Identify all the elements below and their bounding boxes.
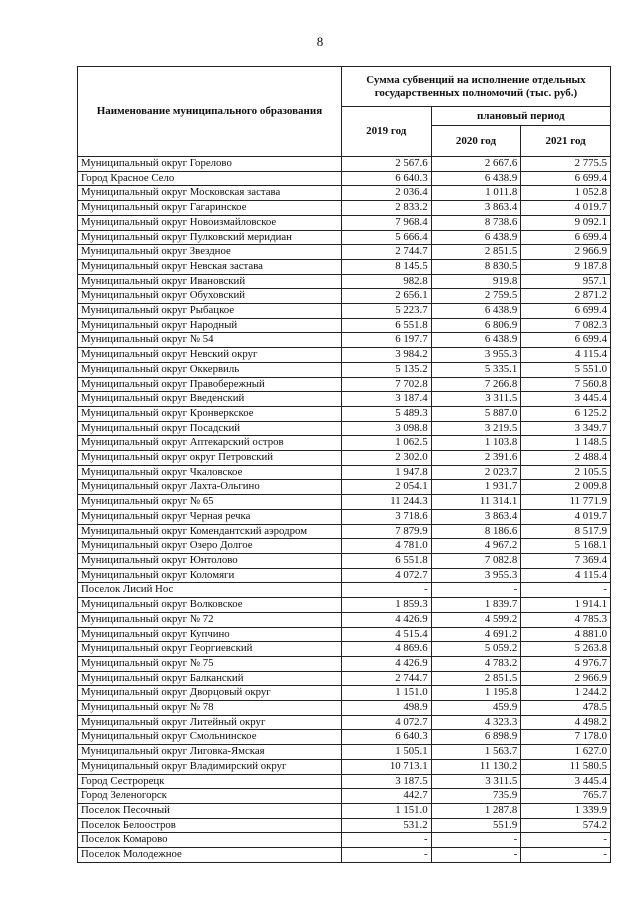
municipality-name-cell: Муниципальный округ № 72 <box>78 612 342 627</box>
value-2021-cell: 574.2 <box>521 818 611 833</box>
value-2019-cell: 2 054.1 <box>341 480 431 495</box>
value-2019-cell: 1 151.0 <box>341 803 431 818</box>
value-2020-cell: 4 323.3 <box>431 715 521 730</box>
value-2019-cell: 2 744.7 <box>341 245 431 260</box>
table-row <box>78 539 611 554</box>
municipality-name-cell: Муниципальный округ Гагаринское <box>78 201 342 216</box>
value-2020-cell: 2 851.5 <box>431 245 521 260</box>
table-row <box>78 701 611 716</box>
table-row <box>78 274 611 289</box>
value-2021-cell: 2 775.5 <box>521 157 611 172</box>
value-2020-cell: 2 391.6 <box>431 451 521 466</box>
value-2020-cell: 5 059.2 <box>431 642 521 657</box>
value-2019-cell: 5 223.7 <box>341 304 431 319</box>
municipality-name-cell: Город Сестрорецк <box>78 774 342 789</box>
table-row <box>78 421 611 436</box>
municipality-name-cell: Муниципальный округ Владимирский округ <box>78 759 342 774</box>
table-row <box>78 789 611 804</box>
value-2019-cell: 4 781.0 <box>341 539 431 554</box>
value-2019-cell: 1 859.3 <box>341 598 431 613</box>
table-row <box>78 774 611 789</box>
table-row <box>78 201 611 216</box>
value-2019-cell: 4 515.4 <box>341 627 431 642</box>
value-2020-cell: 8 830.5 <box>431 259 521 274</box>
table-row <box>78 730 611 745</box>
value-2019-cell: 7 968.4 <box>341 215 431 230</box>
value-2021-cell: 2 009.8 <box>521 480 611 495</box>
value-2021-cell: 9 187.8 <box>521 259 611 274</box>
table-row <box>78 157 611 172</box>
table-row <box>78 436 611 451</box>
municipality-name-cell: Поселок Комарово <box>78 833 342 848</box>
value-2019-cell: 4 072.7 <box>341 568 431 583</box>
value-2019-cell: 2 833.2 <box>341 201 431 216</box>
value-2020-cell: 8 738.6 <box>431 215 521 230</box>
value-2021-cell: 4 881.0 <box>521 627 611 642</box>
value-2021-cell: 6 699.4 <box>521 230 611 245</box>
municipality-name-cell: Муниципальный округ Пулковский меридиан <box>78 230 342 245</box>
municipality-name-cell: Поселок Белоостров <box>78 818 342 833</box>
table-row <box>78 318 611 333</box>
municipality-name-cell: Муниципальный округ Московская застава <box>78 186 342 201</box>
table-row <box>78 715 611 730</box>
value-2019-cell: 3 098.8 <box>341 421 431 436</box>
value-2019-cell: 1 505.1 <box>341 745 431 760</box>
header-year-2019: 2019 год <box>341 107 431 157</box>
value-2019-cell: 7 879.9 <box>341 524 431 539</box>
value-2021-cell: 5 551.0 <box>521 362 611 377</box>
municipality-name-cell: Муниципальный округ Волковское <box>78 598 342 613</box>
municipality-name-cell: Муниципальный округ Лахта-Ольгино <box>78 480 342 495</box>
value-2021-cell: 2 966.9 <box>521 245 611 260</box>
value-2020-cell: - <box>431 583 521 598</box>
municipality-name-cell: Муниципальный округ Звездное <box>78 245 342 260</box>
table-row <box>78 583 611 598</box>
value-2020-cell: 5 335.1 <box>431 362 521 377</box>
value-2019-cell: 1 151.0 <box>341 686 431 701</box>
value-2021-cell: 4 019.7 <box>521 201 611 216</box>
table-row <box>78 495 611 510</box>
value-2021-cell: - <box>521 848 611 863</box>
municipality-name-cell: Муниципальный округ № 78 <box>78 701 342 716</box>
value-2019-cell: - <box>341 848 431 863</box>
value-2021-cell: 7 369.4 <box>521 553 611 568</box>
table-row <box>78 465 611 480</box>
subventions-table <box>77 66 611 863</box>
value-2020-cell: 2 759.5 <box>431 289 521 304</box>
table-row <box>78 392 611 407</box>
value-2019-cell: 8 145.5 <box>341 259 431 274</box>
table-row <box>78 215 611 230</box>
municipality-name-cell: Муниципальный округ Георгиевский <box>78 642 342 657</box>
municipality-name-cell: Муниципальный округ Обуховский <box>78 289 342 304</box>
municipality-name-cell: Муниципальный округ Правобережный <box>78 377 342 392</box>
value-2020-cell: 551.9 <box>431 818 521 833</box>
value-2020-cell: 1 011.8 <box>431 186 521 201</box>
value-2020-cell: 11 314.1 <box>431 495 521 510</box>
table-row <box>78 230 611 245</box>
table-row <box>78 480 611 495</box>
value-2019-cell: 2 567.6 <box>341 157 431 172</box>
value-2021-cell: 2 966.9 <box>521 671 611 686</box>
value-2019-cell: 7 702.8 <box>341 377 431 392</box>
table-row <box>78 245 611 260</box>
value-2020-cell: 459.9 <box>431 701 521 716</box>
value-2021-cell: 1 148.5 <box>521 436 611 451</box>
value-2021-cell: 4 498.2 <box>521 715 611 730</box>
value-2019-cell: 2 656.1 <box>341 289 431 304</box>
municipality-name-cell: Муниципальный округ № 54 <box>78 333 342 348</box>
value-2019-cell: 6 551.8 <box>341 553 431 568</box>
value-2019-cell: 5 666.4 <box>341 230 431 245</box>
value-2021-cell: 1 052.8 <box>521 186 611 201</box>
value-2021-cell: 5 263.8 <box>521 642 611 657</box>
municipality-name-cell: Муниципальный округ Купчино <box>78 627 342 642</box>
value-2020-cell: 11 130.2 <box>431 759 521 774</box>
table-row <box>78 333 611 348</box>
value-2021-cell: 8 517.9 <box>521 524 611 539</box>
municipality-name-cell: Поселок Лисий Нос <box>78 583 342 598</box>
value-2019-cell: 498.9 <box>341 701 431 716</box>
municipality-name-cell: Муниципальный округ Посадский <box>78 421 342 436</box>
value-2020-cell: - <box>431 833 521 848</box>
value-2020-cell: 3 311.5 <box>431 392 521 407</box>
value-2021-cell: 4 785.3 <box>521 612 611 627</box>
value-2019-cell: 3 984.2 <box>341 348 431 363</box>
value-2021-cell: 9 092.1 <box>521 215 611 230</box>
table-row <box>78 745 611 760</box>
table-row <box>78 759 611 774</box>
municipality-name-cell: Муниципальный округ Лиговка-Ямская <box>78 745 342 760</box>
table-row <box>78 671 611 686</box>
municipality-name-cell: Муниципальный округ Озеро Долгое <box>78 539 342 554</box>
table-row <box>78 509 611 524</box>
value-2020-cell: 3 219.5 <box>431 421 521 436</box>
value-2019-cell: 442.7 <box>341 789 431 804</box>
municipality-name-cell: Муниципальный округ Дворцовый округ <box>78 686 342 701</box>
value-2021-cell: 6 699.4 <box>521 304 611 319</box>
table-row <box>78 686 611 701</box>
value-2019-cell: 3 187.4 <box>341 392 431 407</box>
municipality-name-cell: Муниципальный округ Невский округ <box>78 348 342 363</box>
municipality-name-cell: Муниципальный округ Введенский <box>78 392 342 407</box>
municipality-name-cell: Муниципальный округ Юнтолово <box>78 553 342 568</box>
municipality-name-cell: Муниципальный округ Новоизмайловское <box>78 215 342 230</box>
value-2019-cell: 4 869.6 <box>341 642 431 657</box>
value-2020-cell: 6 438.9 <box>431 304 521 319</box>
value-2020-cell: 4 599.2 <box>431 612 521 627</box>
table-row <box>78 627 611 642</box>
municipality-name-cell: Муниципальный округ Литейный округ <box>78 715 342 730</box>
municipality-name-cell: Муниципальный округ Народный <box>78 318 342 333</box>
value-2020-cell: 3 863.4 <box>431 509 521 524</box>
value-2019-cell: 2 302.0 <box>341 451 431 466</box>
value-2020-cell: 6 438.9 <box>431 230 521 245</box>
value-2020-cell: 6 438.9 <box>431 333 521 348</box>
value-2019-cell: 4 426.9 <box>341 612 431 627</box>
table-row <box>78 451 611 466</box>
value-2020-cell: 2 023.7 <box>431 465 521 480</box>
value-2019-cell: 1 947.8 <box>341 465 431 480</box>
municipality-name-cell: Муниципальный округ Рыбацкое <box>78 304 342 319</box>
value-2020-cell: 3 311.5 <box>431 774 521 789</box>
table-row <box>78 406 611 421</box>
value-2019-cell: 3 718.6 <box>341 509 431 524</box>
value-2021-cell: 2 488.4 <box>521 451 611 466</box>
value-2019-cell: 10 713.1 <box>341 759 431 774</box>
municipality-name-cell: Муниципальный округ округ Петровский <box>78 451 342 466</box>
value-2021-cell: 4 019.7 <box>521 509 611 524</box>
table-row <box>78 803 611 818</box>
table-row <box>78 833 611 848</box>
value-2019-cell: 6 640.3 <box>341 171 431 186</box>
table-row <box>78 568 611 583</box>
value-2019-cell: - <box>341 583 431 598</box>
municipality-name-cell: Муниципальный округ Коломяги <box>78 568 342 583</box>
value-2020-cell: 6 898.9 <box>431 730 521 745</box>
value-2020-cell: - <box>431 848 521 863</box>
value-2020-cell: 4 783.2 <box>431 656 521 671</box>
municipality-name-cell: Муниципальный округ Балканский <box>78 671 342 686</box>
value-2019-cell: 4 072.7 <box>341 715 431 730</box>
value-2020-cell: 5 887.0 <box>431 406 521 421</box>
value-2021-cell: 4 115.4 <box>521 348 611 363</box>
value-2020-cell: 735.9 <box>431 789 521 804</box>
value-2021-cell: 2 105.5 <box>521 465 611 480</box>
value-2020-cell: 1 931.7 <box>431 480 521 495</box>
table-row <box>78 362 611 377</box>
value-2021-cell: - <box>521 833 611 848</box>
value-2019-cell: 11 244.3 <box>341 495 431 510</box>
value-2021-cell: 6 125.2 <box>521 406 611 421</box>
value-2019-cell: 3 187.5 <box>341 774 431 789</box>
value-2019-cell: 6 197.7 <box>341 333 431 348</box>
municipality-name-cell: Муниципальный округ Комендантский аэродром <box>78 524 342 539</box>
value-2021-cell: 1 244.2 <box>521 686 611 701</box>
value-2021-cell: 3 445.4 <box>521 774 611 789</box>
value-2021-cell: 7 178.0 <box>521 730 611 745</box>
value-2021-cell: 1 914.1 <box>521 598 611 613</box>
table-row <box>78 289 611 304</box>
municipality-name-cell: Муниципальный округ Аптекарский остров <box>78 436 342 451</box>
municipality-name-cell: Муниципальный округ Смольнинское <box>78 730 342 745</box>
table-row <box>78 656 611 671</box>
value-2020-cell: 7 266.8 <box>431 377 521 392</box>
municipality-name-cell: Муниципальный округ Невская застава <box>78 259 342 274</box>
table-row <box>78 348 611 363</box>
value-2021-cell: 6 699.4 <box>521 333 611 348</box>
value-2021-cell: 7 560.8 <box>521 377 611 392</box>
value-2021-cell: 957.1 <box>521 274 611 289</box>
table-row <box>78 259 611 274</box>
table-row <box>78 598 611 613</box>
municipality-name-cell: Город Зеленогорск <box>78 789 342 804</box>
municipality-name-cell: Город Красное Село <box>78 171 342 186</box>
municipality-name-cell: Муниципальный округ Кронверкское <box>78 406 342 421</box>
value-2021-cell: - <box>521 583 611 598</box>
value-2020-cell: 4 967.2 <box>431 539 521 554</box>
table-row <box>78 612 611 627</box>
value-2020-cell: 3 955.3 <box>431 348 521 363</box>
table-row <box>78 171 611 186</box>
value-2021-cell: 6 699.4 <box>521 171 611 186</box>
value-2020-cell: 919.8 <box>431 274 521 289</box>
value-2020-cell: 7 082.8 <box>431 553 521 568</box>
value-2019-cell: 1 062.5 <box>341 436 431 451</box>
header-municipality-name: Наименование муниципального образования <box>78 67 342 157</box>
municipality-name-cell: Муниципальный округ Оккервиль <box>78 362 342 377</box>
table-row <box>78 818 611 833</box>
value-2019-cell: 982.8 <box>341 274 431 289</box>
value-2021-cell: 1 339.9 <box>521 803 611 818</box>
table-row <box>78 848 611 863</box>
value-2019-cell: 4 426.9 <box>341 656 431 671</box>
value-2020-cell: 6 806.9 <box>431 318 521 333</box>
value-2019-cell: 6 640.3 <box>341 730 431 745</box>
value-2019-cell: 5 135.2 <box>341 362 431 377</box>
value-2021-cell: 478.5 <box>521 701 611 716</box>
value-2020-cell: 1 195.8 <box>431 686 521 701</box>
municipality-name-cell: Муниципальный округ № 75 <box>78 656 342 671</box>
municipality-name-cell: Муниципальный округ Черная речка <box>78 509 342 524</box>
municipality-name-cell: Муниципальный округ № 65 <box>78 495 342 510</box>
value-2020-cell: 4 691.2 <box>431 627 521 642</box>
value-2021-cell: 3 349.7 <box>521 421 611 436</box>
value-2021-cell: 1 627.0 <box>521 745 611 760</box>
header-year-2020: 2020 год <box>431 126 521 157</box>
value-2020-cell: 3 955.3 <box>431 568 521 583</box>
value-2021-cell: 5 168.1 <box>521 539 611 554</box>
municipality-name-cell: Поселок Песочный <box>78 803 342 818</box>
value-2020-cell: 8 186.6 <box>431 524 521 539</box>
value-2020-cell: 3 863.4 <box>431 201 521 216</box>
municipality-name-cell: Муниципальный округ Ивановский <box>78 274 342 289</box>
value-2020-cell: 6 438.9 <box>431 171 521 186</box>
municipality-name-cell: Муниципальный округ Чкаловское <box>78 465 342 480</box>
value-2019-cell: 531.2 <box>341 818 431 833</box>
value-2021-cell: 3 445.4 <box>521 392 611 407</box>
value-2021-cell: 11 771.9 <box>521 495 611 510</box>
page-number: 8 <box>316 34 324 49</box>
value-2020-cell: 1 103.8 <box>431 436 521 451</box>
municipality-name-cell: Поселок Молодежное <box>78 848 342 863</box>
header-planned-period: плановый период <box>431 107 610 126</box>
table-row <box>78 642 611 657</box>
value-2019-cell: 2 036.4 <box>341 186 431 201</box>
value-2020-cell: 2 851.5 <box>431 671 521 686</box>
table-header <box>78 67 611 157</box>
value-2020-cell: 1 839.7 <box>431 598 521 613</box>
header-year-2021: 2021 год <box>521 126 611 157</box>
value-2020-cell: 1 287.8 <box>431 803 521 818</box>
table-row <box>78 553 611 568</box>
table-row <box>78 304 611 319</box>
value-2019-cell: - <box>341 833 431 848</box>
value-2020-cell: 1 563.7 <box>431 745 521 760</box>
table-row <box>78 524 611 539</box>
value-2019-cell: 2 744.7 <box>341 671 431 686</box>
value-2021-cell: 765.7 <box>521 789 611 804</box>
value-2020-cell: 2 667.6 <box>431 157 521 172</box>
value-2021-cell: 11 580.5 <box>521 759 611 774</box>
header-subvention-sum: Сумма субвенций на исполнение отдельных государственных полномочий (тыс. руб.) <box>341 67 610 107</box>
value-2019-cell: 6 551.8 <box>341 318 431 333</box>
value-2021-cell: 7 082.3 <box>521 318 611 333</box>
table-row <box>78 186 611 201</box>
municipality-name-cell: Муниципальный округ Горелово <box>78 157 342 172</box>
value-2021-cell: 4 115.4 <box>521 568 611 583</box>
value-2021-cell: 4 976.7 <box>521 656 611 671</box>
value-2021-cell: 2 871.2 <box>521 289 611 304</box>
table-row <box>78 377 611 392</box>
value-2019-cell: 5 489.3 <box>341 406 431 421</box>
table-body <box>78 157 611 863</box>
